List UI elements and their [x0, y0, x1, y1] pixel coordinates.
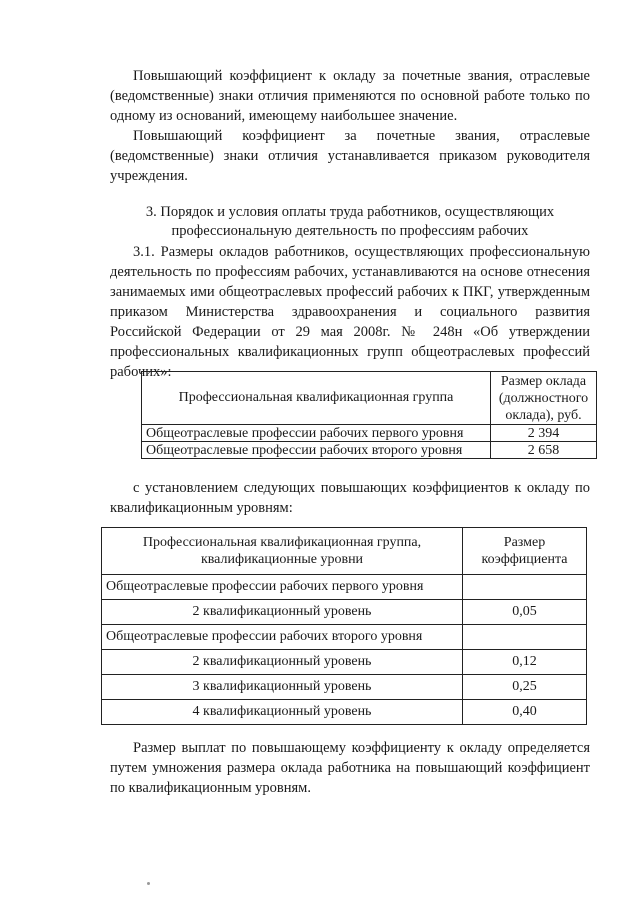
scan-speck	[147, 882, 150, 885]
salary-value-cell: 2 394	[491, 425, 597, 442]
table-row	[102, 600, 587, 625]
coefficient-table-header	[102, 528, 587, 575]
coefficient-level-cell: 2 квалификационный уровень	[102, 600, 463, 625]
coefficient-level-cell: 4 квалификационный уровень	[102, 700, 463, 725]
coefficient-table-header-value: Размер коэффициента	[463, 528, 587, 575]
table-row	[142, 442, 597, 459]
paragraph-salary-rule: 3.1. Размеры окладов работников, осуществляющих профессиональную деятельность по профессиям рабочих, устанавливаются на основе отнесения занимаемых ими общеотраслевых профессий рабочих к ПКГ, утвержденным приказом Министерства здравоохранения и социального развития Российской Федерации от 29 мая 2008г. № 248н «Об утверждении профессиональных квалификационных групп общеотраслевых профессий рабочих»:	[110, 244, 590, 380]
paragraph-honorary-titles-order: Повышающий коэффициент за почетные звания, отраслевые (ведомственные) знаки отличия устанавливается приказом руководителя учреждения.	[110, 128, 590, 184]
table-row	[102, 650, 587, 675]
coefficient-group-cell: Общеотраслевые профессии рабочих первого уровня	[102, 575, 463, 600]
coefficient-value-cell: 0,25	[463, 675, 587, 700]
coefficient-group-cell: Общеотраслевые профессии рабочих второго уровня	[102, 625, 463, 650]
table-row	[102, 575, 587, 600]
coefficient-value-cell: 0,40	[463, 700, 587, 725]
salary-table-header-group: Профессиональная квалификационная группа	[142, 372, 491, 425]
coefficient-level-cell: 2 квалификационный уровень	[102, 650, 463, 675]
section-heading-line-2: профессиональную деятельность по профессиям рабочих	[171, 223, 529, 239]
section-heading-line-1: 3. Порядок и условия оплаты труда работников, осуществляющих	[145, 204, 555, 220]
coefficient-table-header-group: Профессиональная квалификационная группа, квалификационные уровни	[102, 528, 463, 575]
coefficient-value-cell	[463, 575, 587, 600]
salary-group-cell: Общеотраслевые профессии рабочих первого уровня	[142, 425, 491, 442]
salary-table-header-salary: Размер оклада (должностного оклада), руб.	[491, 372, 597, 425]
salary-table-header	[142, 372, 597, 425]
coefficient-value-cell: 0,12	[463, 650, 587, 675]
table-row	[102, 700, 587, 725]
coefficient-value-cell	[463, 625, 587, 650]
paragraph-honorary-titles-rule: Повышающий коэффициент к окладу за почетные звания, отраслевые (ведомственные) знаки отличия применяются по основной работе только по одному из оснований, имеющему наибольшее значение.	[110, 68, 590, 124]
coefficient-table	[101, 527, 587, 725]
salary-value-cell: 2 658	[491, 442, 597, 459]
paragraph-payment-calculation: Размер выплат по повышающему коэффициенту к окладу определяется путем умножения размера оклада работника на повышающий коэффициент по квалификационным уровням.	[110, 740, 590, 796]
salary-table	[141, 371, 597, 459]
coefficient-value-cell: 0,05	[463, 600, 587, 625]
coefficient-level-cell: 3 квалификационный уровень	[102, 675, 463, 700]
section-heading	[110, 203, 590, 241]
paragraph-coefficients-intro: с установлением следующих повышающих коэффициентов к окладу по квалификационным уровням:	[110, 480, 590, 516]
table-row	[102, 625, 587, 650]
salary-group-cell: Общеотраслевые профессии рабочих второго уровня	[142, 442, 491, 459]
table-row	[142, 425, 597, 442]
table-row	[102, 675, 587, 700]
